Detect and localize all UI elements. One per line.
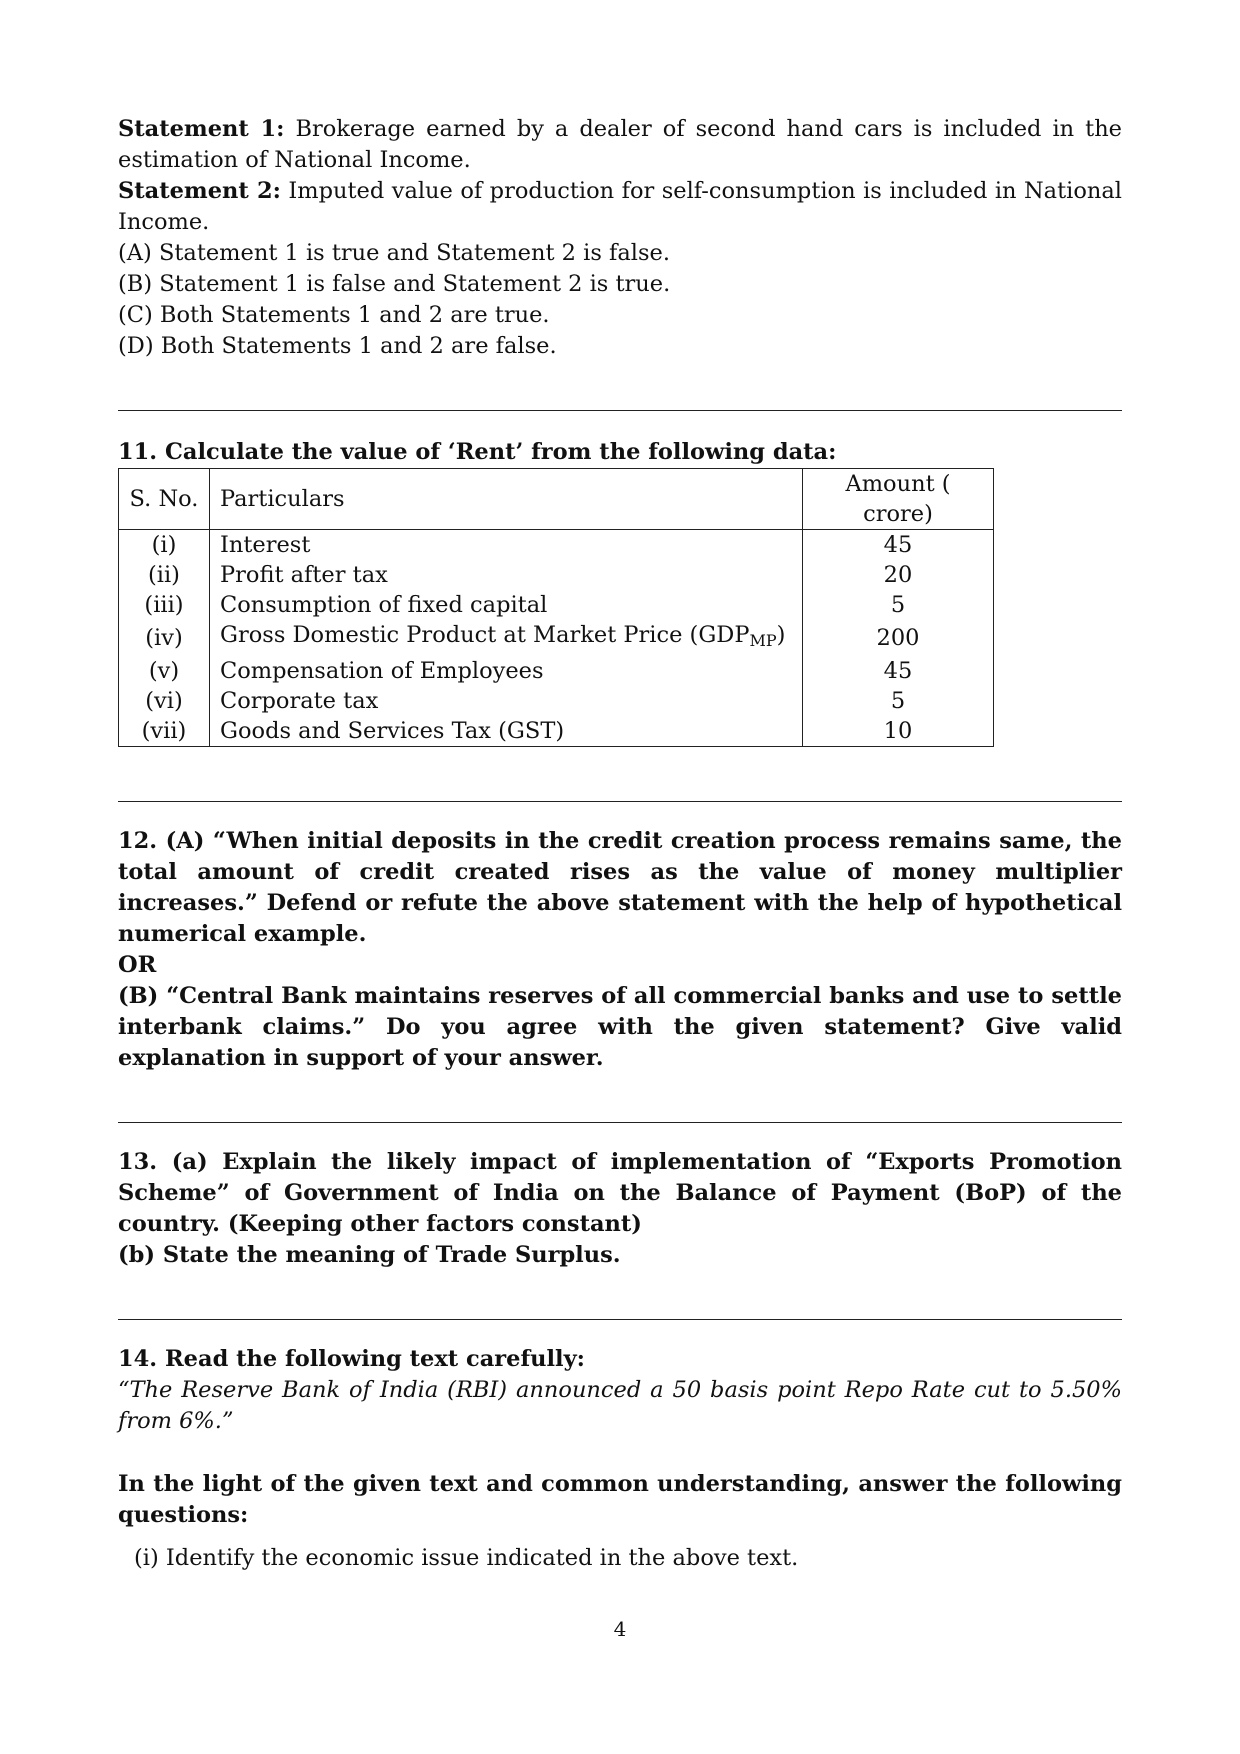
row-particular: Compensation of Employees: [210, 656, 803, 686]
row-sno: (v): [119, 656, 210, 686]
divider: [118, 410, 1122, 411]
particular-end: ): [776, 622, 786, 648]
table-row: [119, 686, 994, 716]
option-d: (D) Both Statements 1 and 2 are false.: [118, 333, 557, 359]
page-number: 4: [613, 1617, 627, 1641]
page-content: [118, 114, 1122, 1574]
row-particular: Goods and Services Tax (GST): [210, 716, 803, 747]
row-amount: 20: [883, 562, 913, 588]
row-sno: (vii): [119, 716, 210, 747]
divider: [118, 1122, 1122, 1123]
row-particular: Consumption of fixed capital: [210, 590, 803, 620]
q11-heading: 11. Calculate the value of ‘Rent’ from the following data:: [118, 439, 837, 465]
table-row: [119, 620, 994, 656]
row-sno: (vi): [119, 686, 210, 716]
q13-part-b: (b) State the meaning of Trade Surplus.: [118, 1242, 621, 1268]
q14-item-1: (i) Identify the economic issue indicated in the above text.: [134, 1545, 799, 1571]
row-amount: 45: [883, 658, 913, 684]
q13-part-a: 13. (a) Explain the likely impact of implementation of “Exports Promotion Scheme” of Government of India on the Balance of Payment (BoP) of the country. (Keeping other factors constant): [118, 1149, 1122, 1237]
question-12: [118, 826, 1122, 1074]
q14-heading: 14. Read the following text carefully:: [118, 1346, 585, 1372]
statement-2-label: Statement 2:: [118, 178, 281, 204]
row-sno: (iv): [119, 620, 210, 656]
question-11: [118, 437, 1122, 747]
header-sno: S. No.: [119, 469, 210, 530]
row-particular: Profit after tax: [210, 560, 803, 590]
row-amount: 5: [890, 688, 906, 714]
statement-1: [118, 114, 1122, 176]
table-row: [119, 590, 994, 620]
divider: [118, 1319, 1122, 1320]
q14-instruction: In the light of the given text and common understanding, answer the following questions:: [118, 1471, 1122, 1528]
table-row: [119, 656, 994, 686]
option-a: (A) Statement 1 is true and Statement 2 is false.: [118, 240, 670, 266]
q12-or: OR: [118, 952, 157, 978]
row-sno: (i): [119, 530, 210, 561]
statement-1-text: Brokerage earned by a dealer of second hand cars is included in the estimation of National Income.: [118, 116, 1122, 173]
statement-question: [118, 114, 1122, 362]
q14-quote: “The Reserve Bank of India (RBI) announced a 50 basis point Repo Rate cut to 5.50% from 6%.”: [118, 1377, 1122, 1434]
row-amount: 200: [876, 625, 920, 651]
row-particular: Corporate tax: [210, 686, 803, 716]
table-row: [119, 716, 994, 747]
particular-text: Gross Domestic Product at Market Price (GDP: [220, 622, 750, 648]
table-row: [119, 530, 994, 561]
row-sno: (ii): [119, 560, 210, 590]
statement-2-text: Imputed value of production for self-consumption is included in National Income.: [118, 178, 1122, 235]
row-amount: 5: [890, 592, 906, 618]
option-c: (C) Both Statements 1 and 2 are true.: [118, 302, 550, 328]
rent-data-table: [118, 468, 994, 747]
particular-subscript: MP: [749, 631, 777, 650]
divider: [118, 801, 1122, 802]
statement-1-label: Statement 1:: [118, 116, 285, 142]
question-13: [118, 1147, 1122, 1271]
table-header-row: [119, 469, 994, 530]
row-sno: (iii): [119, 590, 210, 620]
q12-part-a: 12. (A) “When initial deposits in the credit creation process remains same, the total amount of credit created rises as the value of money multiplier increases.” Defend or refute the above statement with the help of hypothetical numerical example.: [118, 828, 1122, 947]
header-particulars: Particulars: [210, 469, 803, 530]
row-particular: [210, 620, 803, 656]
row-amount: 45: [883, 532, 913, 558]
header-amount: Amount ( crore): [803, 469, 994, 530]
table-row: [119, 560, 994, 590]
row-amount: 10: [883, 718, 913, 744]
question-14: [118, 1344, 1122, 1574]
q12-part-b: (B) “Central Bank maintains reserves of all commercial banks and use to settle interbank claims.” Do you agree with the given statement? Give valid explanation in support of your answer.: [118, 983, 1122, 1071]
option-b: (B) Statement 1 is false and Statement 2 is true.: [118, 271, 671, 297]
row-particular: Interest: [210, 530, 803, 561]
statement-2: [118, 176, 1122, 238]
